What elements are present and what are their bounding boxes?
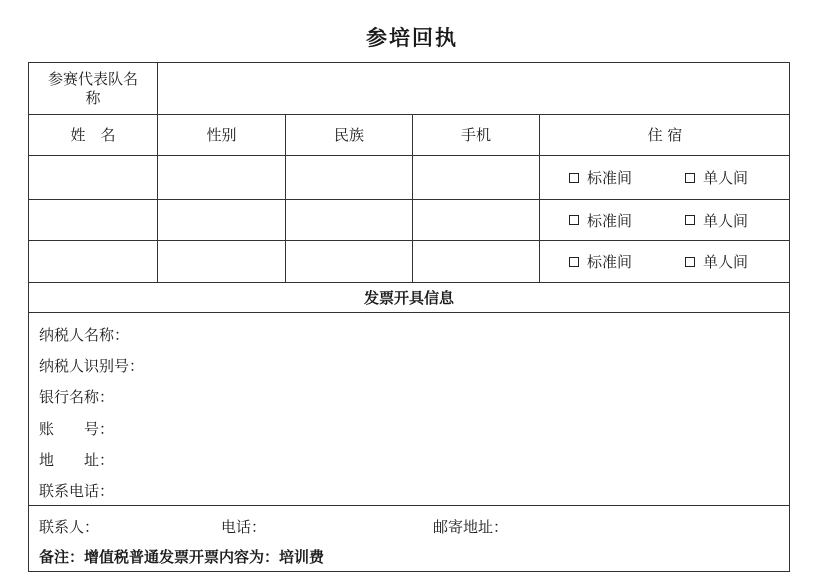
header-gender: 性别 (206, 125, 237, 144)
contact-phone-label: 联系电话： (39, 482, 115, 500)
row1-gender-field[interactable] (158, 156, 285, 199)
remark-text: 备注：增值税普通发票开票内容为：培训费 (39, 548, 325, 566)
invoice-section-heading: 发票开具信息 (363, 289, 454, 307)
row1-ethnicity-field[interactable] (286, 156, 412, 199)
row1-single-room-option[interactable] (685, 156, 748, 199)
taxpayer-id-label: 纳税人识别号： (39, 357, 145, 375)
room-option-label: 单人间 (703, 169, 749, 187)
taxpayer-name-label: 纳税人名称： (39, 326, 130, 344)
bank-name-label: 银行名称： (39, 388, 115, 406)
row3-standard-room-option[interactable] (569, 241, 632, 282)
divider (29, 505, 789, 506)
row3-ethnicity-field[interactable] (286, 241, 412, 282)
row2-single-room-option[interactable] (685, 200, 748, 240)
mailing-address-label: 邮寄地址： (433, 518, 509, 536)
header-ethnicity: 民族 (333, 125, 364, 144)
row1-phone-field[interactable] (413, 156, 539, 199)
checkbox-icon[interactable] (685, 215, 695, 225)
contact-person-label: 联系人： (39, 518, 100, 536)
row3-phone-field[interactable] (413, 241, 539, 282)
room-option-label: 标准间 (587, 211, 633, 230)
checkbox-icon[interactable] (569, 215, 579, 225)
row2-name-field[interactable] (29, 200, 157, 240)
checkbox-icon[interactable] (685, 173, 695, 183)
row2-gender-field[interactable] (158, 200, 285, 240)
row1-name-field[interactable] (29, 156, 157, 199)
row3-gender-field[interactable] (158, 241, 285, 282)
phone-label: 电话： (221, 518, 267, 536)
team-name-label: 参赛代表队名称 (47, 69, 138, 107)
header-name: 姓 名 (70, 125, 116, 144)
room-option-label: 单人间 (703, 211, 749, 230)
header-accommodation: 住 宿 (647, 125, 683, 144)
checkbox-icon[interactable] (569, 257, 579, 267)
row2-phone-field[interactable] (413, 200, 539, 240)
room-option-label: 标准间 (587, 253, 633, 271)
room-option-label: 标准间 (587, 169, 633, 187)
address-label: 地 址： (39, 451, 115, 469)
header-phone: 手机 (460, 125, 491, 144)
account-number-label: 账 号： (39, 420, 115, 438)
team-name-field[interactable] (158, 63, 790, 114)
row1-standard-room-option[interactable] (569, 156, 632, 199)
form-title: 参培回执 (366, 25, 458, 50)
checkbox-icon[interactable] (685, 257, 695, 267)
row2-standard-room-option[interactable] (569, 200, 632, 240)
room-option-label: 单人间 (703, 253, 749, 271)
divider (29, 312, 789, 313)
row2-ethnicity-field[interactable] (286, 200, 412, 240)
row3-name-field[interactable] (29, 241, 157, 282)
row3-single-room-option[interactable] (685, 241, 748, 282)
receipt-form (28, 62, 790, 572)
checkbox-icon[interactable] (569, 173, 579, 183)
